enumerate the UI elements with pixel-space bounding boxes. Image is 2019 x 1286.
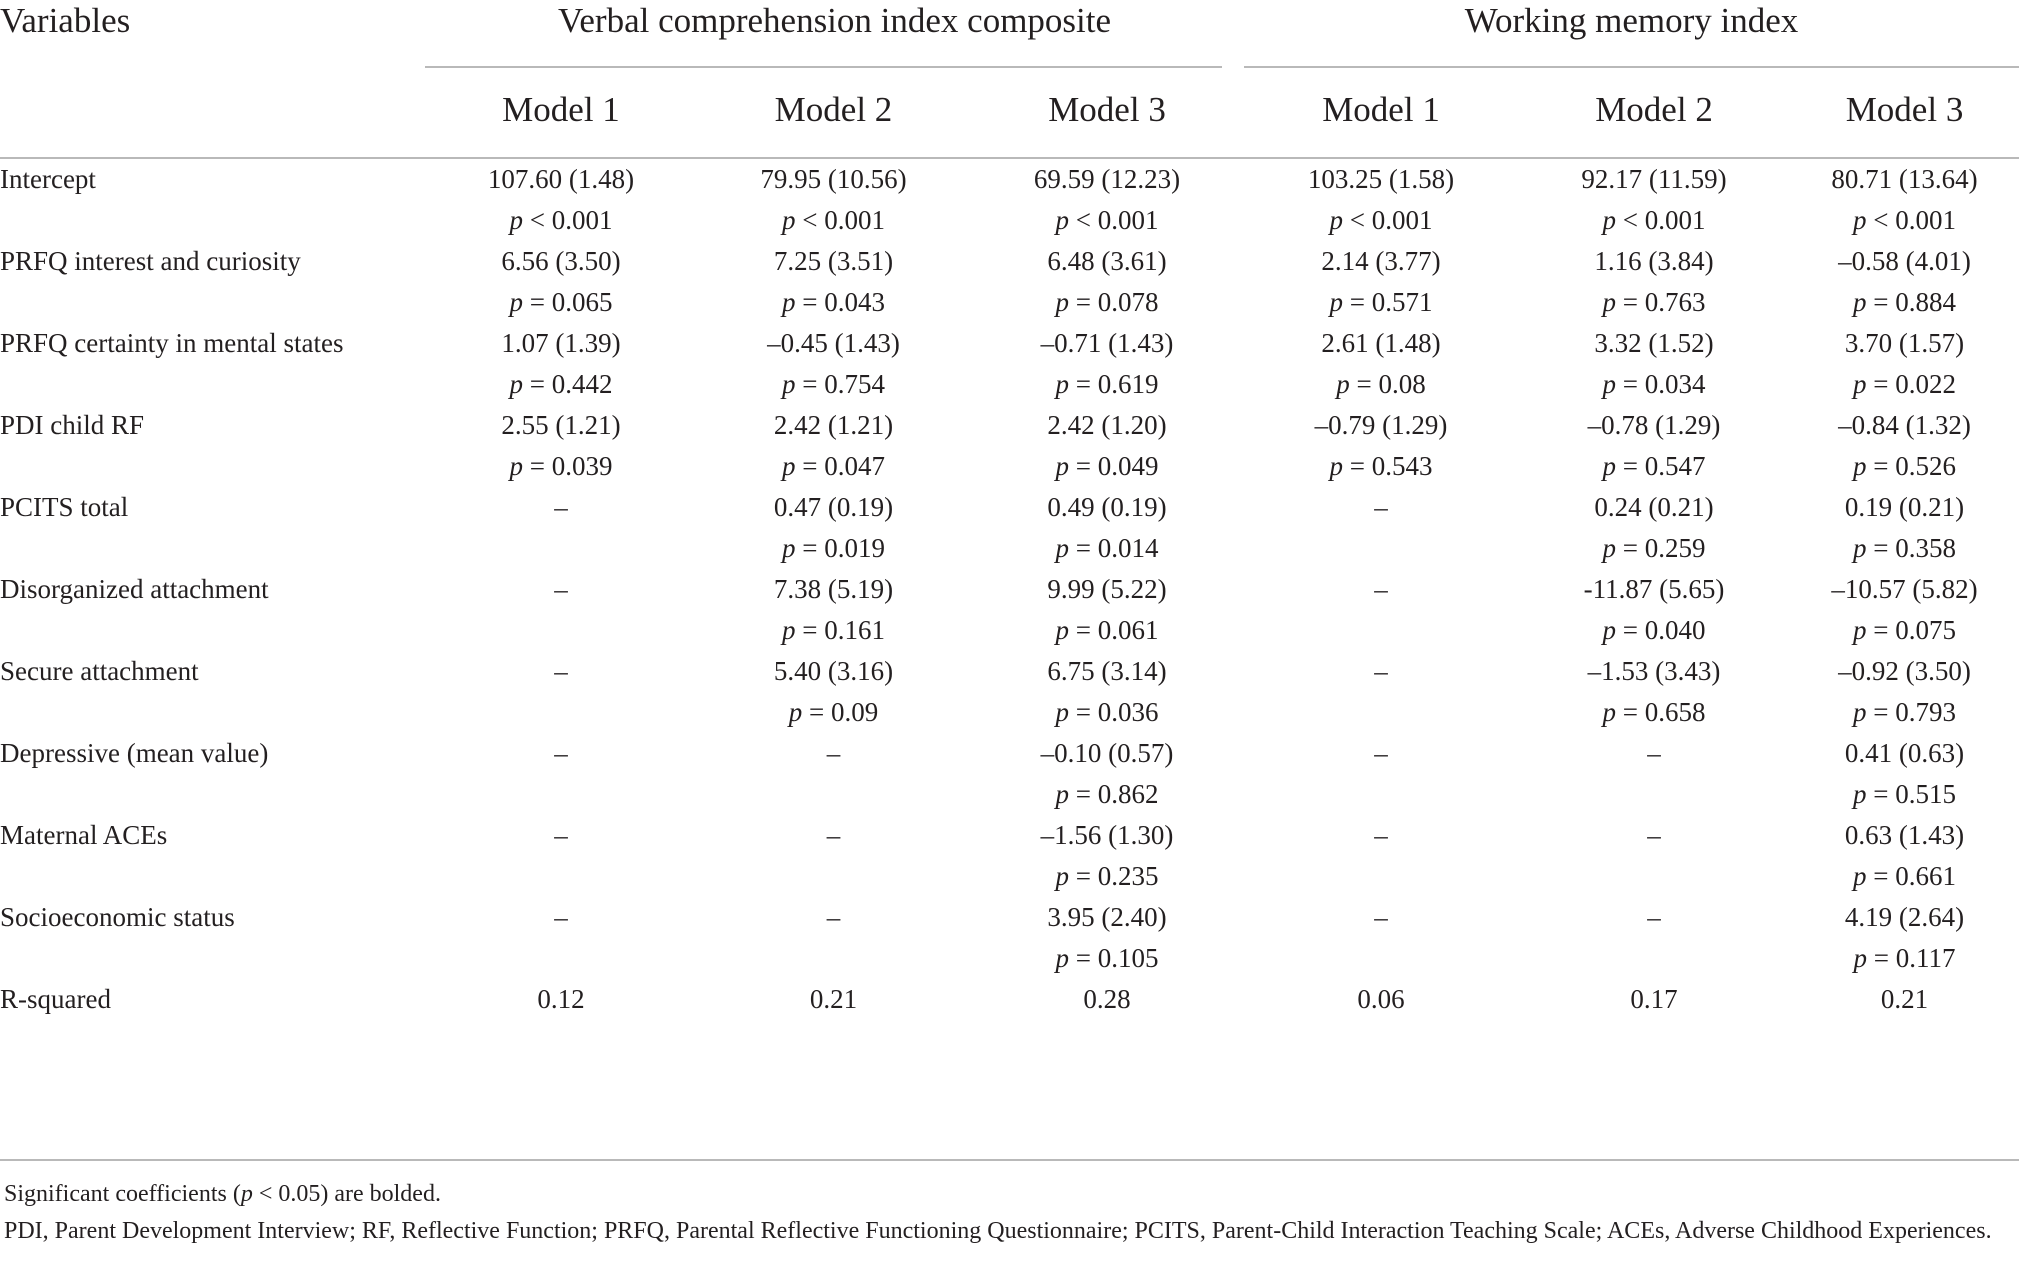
table-cell [425, 405, 697, 487]
table-row [0, 158, 2019, 241]
table-cell [1790, 241, 2019, 323]
p-value: p = 0.658 [1602, 697, 1706, 727]
coefficient-value: 6.48 (3.61) [1047, 246, 1167, 276]
table-cell [1790, 733, 2019, 815]
p-value: p = 0.075 [1853, 615, 1956, 645]
table-cell [1790, 815, 2019, 897]
model-header: Model 1 [502, 89, 620, 129]
table-cell [1790, 158, 2019, 241]
coefficient-value: 0.47 (0.19) [773, 492, 894, 522]
table-cell [970, 897, 1244, 979]
table-cell [1244, 651, 1518, 733]
p-value: p < 0.001 [509, 205, 613, 235]
table-cell [697, 979, 970, 1020]
coefficient-value: 0.12 [537, 984, 585, 1014]
p-value: p = 0.08 [1336, 369, 1426, 399]
table-cell [1518, 158, 1790, 241]
table-cell [425, 569, 697, 651]
table-cell [1790, 897, 2019, 979]
p-value: p = 0.036 [1055, 697, 1159, 727]
table-cell [1244, 815, 1518, 897]
table-cell [1518, 815, 1790, 897]
row-label: PRFQ interest and curiosity [0, 246, 301, 276]
coefficient-value: 92.17 (11.59) [1581, 164, 1727, 194]
table-cell [1518, 897, 1790, 979]
table-cell [697, 323, 970, 405]
coefficient-value: –0.79 (1.29) [1314, 410, 1448, 440]
table-row [0, 241, 2019, 323]
table-cell [1518, 405, 1790, 487]
table-cell [1244, 733, 1518, 815]
row-label: Disorganized attachment [0, 574, 269, 604]
row-label: Secure attachment [0, 656, 199, 686]
coefficient-value: 0.19 (0.21) [1844, 492, 1965, 522]
table-cell [970, 569, 1244, 651]
p-value: p = 0.043 [782, 287, 885, 317]
table-cell [970, 733, 1244, 815]
table-body [0, 158, 2019, 1020]
p-value: p = 0.619 [1055, 369, 1159, 399]
coefficient-value: – [554, 574, 568, 604]
coefficient-value: 79.95 (10.56) [760, 164, 907, 194]
table-cell [697, 405, 970, 487]
p-value: p = 0.040 [1602, 615, 1706, 645]
coefficient-value: 0.49 (0.19) [1047, 492, 1167, 522]
coefficient-value: 6.56 (3.50) [501, 246, 621, 276]
coefficient-value: – [826, 820, 841, 850]
coefficient-value: 5.40 (3.16) [773, 656, 894, 686]
table-cell [1518, 651, 1790, 733]
p-value: p = 0.078 [1055, 287, 1159, 317]
model-header: Model 3 [1048, 89, 1166, 129]
coefficient-value: 3.70 (1.57) [1844, 328, 1965, 358]
coefficient-value: 0.21 [1880, 984, 1929, 1014]
table-row [0, 733, 2019, 815]
table-cell [970, 487, 1244, 569]
table-row [0, 815, 2019, 897]
p-value: p = 0.793 [1853, 697, 1956, 727]
table-cell [970, 405, 1244, 487]
table-cell [970, 979, 1244, 1020]
table-cell [697, 487, 970, 569]
table-cell [425, 979, 697, 1020]
table-cell [1790, 569, 2019, 651]
row-label: R-squared [0, 984, 111, 1014]
model-header: Model 3 [1845, 89, 1964, 129]
table-cell [970, 158, 1244, 241]
table-bottom-rule [0, 1159, 2019, 1161]
table-cell [425, 241, 697, 323]
coefficient-value: – [1374, 492, 1388, 522]
footnote-abbreviations: PDI, Parent Development Interview; RF, Reflective Function; PRFQ, Parental Reflective Functioning Questionnaire; PCITS, Parent-Child Interaction Teaching Scale; ACEs, Adverse Childhood Experiences. [4, 1218, 1992, 1244]
p-value: p = 0.571 [1329, 287, 1433, 317]
model-header: Model 1 [1322, 89, 1440, 129]
row-label: Intercept [0, 158, 425, 241]
coefficient-value: – [554, 656, 568, 686]
table-cell [697, 897, 970, 979]
table-cell [697, 815, 970, 897]
table-cell [1790, 487, 2019, 569]
table-row [0, 979, 2019, 1020]
p-value: p = 0.763 [1602, 287, 1706, 317]
coefficient-value: – [1647, 738, 1661, 768]
table-row [0, 405, 2019, 487]
p-value: p = 0.161 [782, 615, 885, 645]
table-cell [1518, 979, 1790, 1020]
coefficient-value: 1.16 (3.84) [1594, 246, 1714, 276]
table-row [0, 323, 2019, 405]
p-value: p < 0.001 [1853, 205, 1956, 235]
coefficient-value: 7.38 (5.19) [773, 574, 894, 604]
group-rule-working-memory [1244, 66, 2019, 68]
table-row [0, 569, 2019, 651]
coefficient-value: -11.87 (5.65) [1583, 574, 1725, 604]
table-row [0, 487, 2019, 569]
coefficient-value: – [554, 820, 568, 850]
footnote-significance: Significant coefficients (p < 0.05) are bolded. [4, 1181, 441, 1207]
group-rule-verbal [425, 66, 1222, 68]
row-label: PCITS total [0, 492, 129, 522]
table-cell [1518, 733, 1790, 815]
coefficient-value: – [554, 492, 568, 522]
coefficient-value: 0.17 [1630, 984, 1678, 1014]
table-cell [425, 487, 697, 569]
p-value: p = 0.754 [782, 369, 885, 399]
table-cell [1518, 569, 1790, 651]
coefficient-value: 2.42 (1.20) [1047, 410, 1167, 440]
table-cell [970, 241, 1244, 323]
coefficient-value: 107.60 (1.48) [487, 164, 635, 194]
coefficient-value: 1.07 (1.39) [501, 328, 621, 358]
coefficient-value: – [1374, 902, 1388, 932]
p-value: p = 0.022 [1853, 369, 1956, 399]
model-header-row [0, 62, 2019, 158]
p-value: p = 0.661 [1853, 861, 1956, 891]
coefficient-value: – [1374, 820, 1388, 850]
coefficient-value: – [1374, 656, 1388, 686]
table-cell [425, 323, 697, 405]
coefficient-value: 0.24 (0.21) [1594, 492, 1714, 522]
table-cell [697, 241, 970, 323]
row-label: Depressive (mean value) [0, 738, 269, 768]
table-cell [1244, 897, 1518, 979]
p-value: p = 0.105 [1055, 943, 1159, 973]
p-value: p = 0.862 [1055, 779, 1159, 809]
p-value: p = 0.543 [1329, 451, 1433, 481]
coefficient-value: – [554, 738, 568, 768]
coefficient-value: – [826, 902, 841, 932]
table-cell [1790, 323, 2019, 405]
row-label: Socioeconomic status [0, 902, 235, 932]
table-cell [1244, 487, 1518, 569]
coefficient-value: 0.63 (1.43) [1844, 820, 1965, 850]
coefficient-value: 69.59 (12.23) [1033, 164, 1181, 194]
table-cell [970, 651, 1244, 733]
p-value: p = 0.065 [509, 287, 613, 317]
row-label: Maternal ACEs [0, 820, 168, 850]
coefficient-value: – [1374, 574, 1388, 604]
p-value: p = 0.117 [1853, 943, 1956, 973]
table-cell [697, 733, 970, 815]
row-label: PDI child RF [0, 410, 145, 440]
coefficient-value: –0.71 (1.43) [1040, 328, 1174, 358]
p-value: p = 0.526 [1853, 451, 1956, 481]
coefficient-value: – [1647, 820, 1661, 850]
table-cell [1244, 158, 1518, 241]
coefficient-value: 2.61 (1.48) [1321, 328, 1441, 358]
coefficient-value: –0.45 (1.43) [767, 328, 900, 358]
p-value: p = 0.049 [1055, 451, 1159, 481]
coefficient-value: – [554, 902, 568, 932]
p-value: p = 0.047 [782, 451, 885, 481]
coefficient-value: 9.99 (5.22) [1047, 574, 1167, 604]
coefficient-value: – [1647, 902, 1661, 932]
table-cell [425, 651, 697, 733]
table-cell [425, 158, 697, 241]
table-cell [970, 323, 1244, 405]
coefficient-value: – [1374, 738, 1388, 768]
p-value: p = 0.235 [1055, 861, 1159, 891]
coefficient-value: –10.57 (5.82) [1831, 574, 1978, 604]
table-cell [1244, 323, 1518, 405]
table-cell [1790, 651, 2019, 733]
p-value: p = 0.358 [1853, 533, 1956, 563]
table-cell [1518, 323, 1790, 405]
table-cell [1244, 241, 1518, 323]
p-value: p = 0.442 [509, 369, 613, 399]
table-cell [697, 651, 970, 733]
coefficient-value: –1.56 (1.30) [1040, 820, 1174, 850]
variables-header: Variables [0, 1, 131, 40]
table-cell [1518, 241, 1790, 323]
coefficient-value: 2.42 (1.21) [773, 410, 894, 440]
table-cell [1244, 405, 1518, 487]
coefficient-value: 103.25 (1.58) [1307, 164, 1455, 194]
coefficient-value: – [826, 738, 841, 768]
coefficient-value: 3.32 (1.52) [1594, 328, 1714, 358]
coefficient-value: 4.19 (2.64) [1844, 902, 1965, 932]
p-value: p = 0.884 [1853, 287, 1956, 317]
coefficient-value: –0.58 (4.01) [1838, 246, 1971, 276]
table-cell [1244, 569, 1518, 651]
p-value: p = 0.014 [1055, 533, 1159, 563]
p-value: p < 0.001 [1602, 205, 1706, 235]
coefficient-value: 0.06 [1357, 984, 1405, 1014]
coefficient-value: –0.84 (1.32) [1838, 410, 1971, 440]
table-cell [1790, 405, 2019, 487]
p-value: p < 0.001 [782, 205, 885, 235]
coefficient-value: –0.78 (1.29) [1587, 410, 1721, 440]
table-row [0, 897, 2019, 979]
coefficient-value: 7.25 (3.51) [773, 246, 894, 276]
table-cell [425, 815, 697, 897]
coefficient-value: 2.14 (3.77) [1321, 246, 1441, 276]
table-row [0, 651, 2019, 733]
coefficient-value: 0.21 [809, 984, 858, 1014]
coefficient-value: 80.71 (13.64) [1831, 164, 1978, 194]
p-value: p = 0.034 [1602, 369, 1706, 399]
group-header-verbal: Verbal comprehension index composite [557, 1, 1112, 40]
coefficient-value: 2.55 (1.21) [501, 410, 621, 440]
coefficient-value: 3.95 (2.40) [1047, 902, 1167, 932]
table-cell [1244, 979, 1518, 1020]
p-value: p = 0.259 [1602, 533, 1706, 563]
coefficient-value: 0.28 [1083, 984, 1131, 1014]
coefficient-value: –0.92 (3.50) [1838, 656, 1971, 686]
p-value: p = 0.547 [1602, 451, 1706, 481]
row-label: PRFQ certainty in mental states [0, 328, 344, 358]
group-header-row [0, 0, 2019, 62]
group-header-working-memory: Working memory index [1464, 1, 1799, 40]
table-cell [970, 815, 1244, 897]
p-value: p = 0.515 [1853, 779, 1956, 809]
p-value: p = 0.019 [782, 533, 885, 563]
coefficient-value: 0.41 (0.63) [1844, 738, 1965, 768]
table-cell [697, 569, 970, 651]
table-cell [425, 897, 697, 979]
model-header: Model 2 [774, 89, 893, 129]
p-value: p < 0.001 [1329, 205, 1433, 235]
table-cell [1790, 979, 2019, 1020]
coefficient-value: 6.75 (3.14) [1047, 656, 1167, 686]
p-value: p = 0.039 [509, 451, 613, 481]
p-value: p < 0.001 [1055, 205, 1159, 235]
coefficient-value: –1.53 (3.43) [1587, 656, 1721, 686]
model-header: Model 2 [1595, 89, 1713, 129]
p-value: p = 0.09 [788, 697, 879, 727]
coefficient-value: –0.10 (0.57) [1040, 738, 1174, 768]
table-cell [1518, 487, 1790, 569]
table-cell [425, 733, 697, 815]
table-cell [697, 158, 970, 241]
p-value: p = 0.061 [1055, 615, 1159, 645]
model-header-spacer [0, 62, 425, 158]
